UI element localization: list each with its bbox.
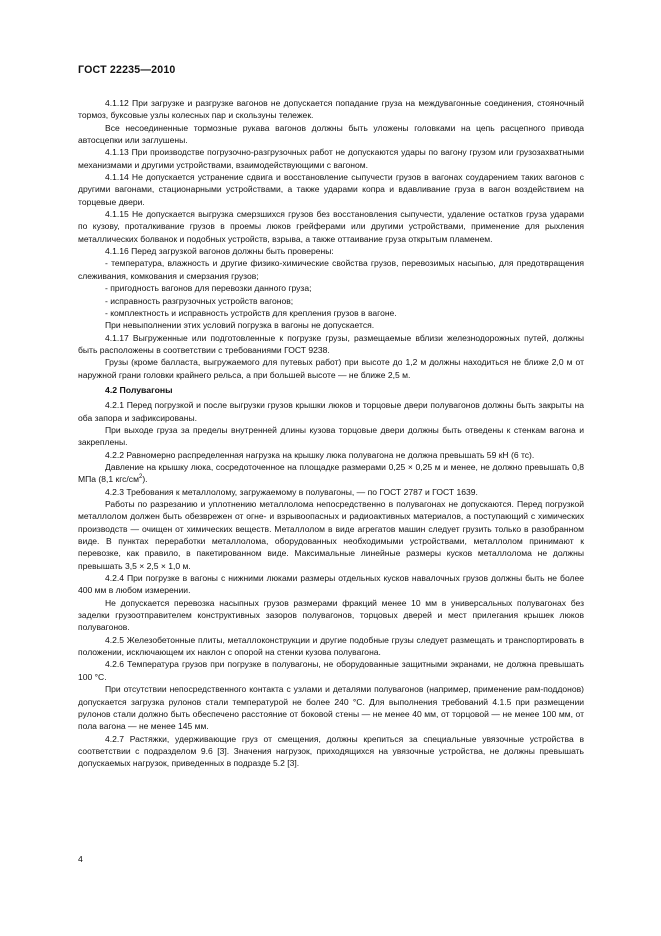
pressure-tail: ). bbox=[142, 474, 148, 485]
paragraph-4-2-5: 4.2.5 Железобетонные плиты, металлоконструкции и другие подобные грузы следует размещать и транспортировать в положении, исключающем их наклон с опорой на стенки кузова полувагона. bbox=[78, 634, 584, 658]
paragraph-bulk-cargo: Не допускается перевозка насыпных грузов размерами фракций менее 10 мм в универсальных полувагонах без заделки грузоотправителем конструктивных зазоров полувагонов, торцовых дверей и мест прилегания крышек люков полувагонов. bbox=[78, 597, 584, 633]
list-item: - исправность разгрузочных устройств вагонов; bbox=[105, 295, 294, 306]
paragraph-4-1-12: 4.1.12 При загрузке и разгрузке вагонов не допускается попадание груза на междувагонные соединения, стояночный тормоз, буксовые узлы колесных пар и скользуны тележек. bbox=[78, 98, 584, 121]
list-item: - комплектность и исправность устройств для крепления грузов в вагоне. bbox=[105, 307, 397, 318]
section-heading: 4.2 Полувагоны bbox=[105, 384, 173, 395]
document-header: ГОСТ 22235—2010 bbox=[78, 64, 176, 76]
paragraph-scrap-metal: Работы по разрезанию и уплотнению металлолома непосредственно в полувагонах не допускаются. Перед погрузкой металлолом должен быть обезврежен от огне- и взрывоопасных и радиоактивных материалов, а поступающий с химических производств — очищен от химических веществ. Металлолом в виде агрегатов машин следует грузить только в разобранном виде. В пунктах переработки металлолома, оборудованных необходимыми устройствами, металлолом принимают к перевозке, как правило, в пакетированном виде. Максимальные линейные размеры кусков металлолома не должны превышать 3,5 × 2,5 × 1,0 м. bbox=[78, 499, 584, 571]
paragraph-4-1-17: 4.1.17 Выгруженные или подготовленные к погрузке грузы, размещаемые вблизи железнодорожных путей, должны быть расположены в соответствии с требованиями ГОСТ 9238. bbox=[78, 332, 584, 355]
paragraph-4-2-1: 4.2.1 Перед погрузкой и после выгрузки грузов крышки люков и торцовые двери полувагонов должны быть закрыты на оба запора и зафиксированы. bbox=[78, 400, 584, 423]
paragraph-steel-coils: При отсутствии непосредственного контакта с узлами и деталями полувагонов (например, применение рам-поддонов) допускается загрузка рулонов стали температурой не более 240 °С. Для выполнения требований 4.1.5 при размещении рулонов стали должно быть обеспечено расстояние от боковой стены — не менее 40 мм, от торцовой — не менее 100 мм, от пола вагона — не менее 145 мм. bbox=[78, 684, 584, 732]
paragraph-4-2-4: 4.2.4 При погрузке в вагоны с нижними люками размеры отдельных кусков навалочных грузов должны быть не более 400 мм в любом измерении. bbox=[78, 573, 584, 596]
paragraph-4-2-6: 4.2.6 Температура грузов при погрузке в полувагоны, не оборудованные защитными экранами, не должна превышать 100 °С. bbox=[78, 659, 584, 682]
paragraph-hatch-pressure bbox=[78, 461, 584, 486]
paragraph-4-1-15: 4.1.15 Не допускается выгрузка смерзшихся грузов без восстановления сыпучести, удаление остатков груза ударами по кузову, проталкивание грузов в проемы люков грейферами или другими устройствами, применение для рыхления металлических болванок и подобных устройств, взрыва, а также оттаивание груза открытым пламенем. bbox=[78, 209, 584, 244]
pressure-superscript: 2 bbox=[138, 474, 143, 481]
paragraph-brake-hoses: Все несоединенные тормозные рукава вагонов должны быть уложены головками на цепь расцепного привода автосцепки или заглушены. bbox=[78, 122, 584, 146]
paragraph-4-1-13: 4.1.13 При производстве погрузочно-разгрузочных работ не допускаются удары по вагону грузом или грузозахватными механизмами и другими устройствами, взаимодействующими с вагоном. bbox=[78, 147, 584, 170]
list-item: - пригодность вагонов для перевозки данного груза; bbox=[105, 283, 312, 294]
document-body bbox=[78, 97, 584, 770]
paragraph-end-doors: При выходе груза за пределы внутренней длины кузова торцовые двери должны быть отведены к стенкам вагона и закреплены. bbox=[78, 424, 584, 448]
pressure-text: Давление на крышку люка, сосредоточенное на площадке размерами 0,25 × 0,25 м и менее, не должно превышать 0,8 МПа (8,1 кгс/см bbox=[78, 461, 584, 485]
paragraph-conditions: При невыполнении этих условий погрузка в вагоны не допускается. bbox=[105, 320, 375, 331]
paragraph-4-1-16: 4.1.16 Перед загрузкой вагонов должны быть проверены: bbox=[105, 246, 334, 257]
paragraph-4-2-7: 4.2.7 Растяжки, удерживающие груз от смещения, должны крепиться за специальные увязочные устройства в соответствии с подразделом 9.6 [3]. Значения нагрузок, приходящихся на увязочные устройства, не должны превышать допускаемых нагрузок, приведенных в подразде 5.2 [3]. bbox=[78, 733, 584, 769]
paragraph-4-2-2: 4.2.2 Равномерно распределенная нагрузка на крышку люка полувагона не должна превышать 59 кН (6 тс). bbox=[105, 449, 535, 460]
page-number: 4 bbox=[78, 854, 83, 864]
list-item: - температура, влажность и другие физико-химические свойства грузов, перевозимых насыпью, для предотвращения слеживания, комкования и смерзания грузов; bbox=[78, 258, 584, 281]
paragraph-cargo-distance: Грузы (кроме балласта, выгружаемого для путевых работ) при высоте до 1,2 м должны находиться не ближе 2,0 м от наружной грани головки крайнего рельса, а при большей высоте — не ближе 2,5 м. bbox=[78, 357, 584, 380]
paragraph-4-2-3: 4.2.3 Требования к металлолому, загружаемому в полувагоны, — по ГОСТ 2787 и ГОСТ 1639. bbox=[105, 486, 478, 497]
paragraph-4-1-14: 4.1.14 Не допускается устранение сдвига и восстановление сыпучести грузов в вагонах соударением таких вагонов с другими вагонами, стационарными устройствами, а также ударами копра и вдавливание груза в вагон воздействием на торцевые двери. bbox=[78, 172, 584, 207]
